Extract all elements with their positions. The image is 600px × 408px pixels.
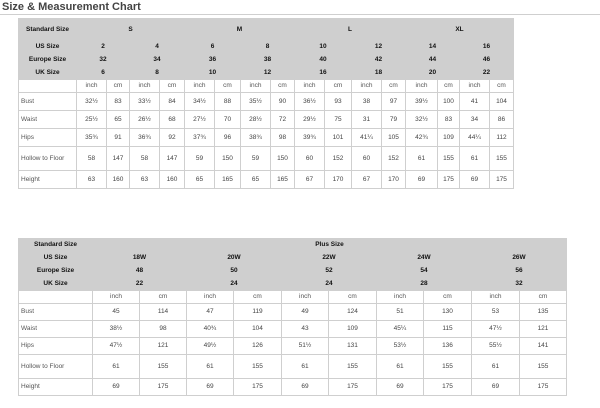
measurement-value: 45¼ xyxy=(377,321,424,338)
title-divider xyxy=(0,14,600,15)
unit-inch: inch xyxy=(185,80,215,93)
measurement-value: 155 xyxy=(329,355,377,379)
measurement-value: 35½ xyxy=(241,93,271,111)
measurement-value: 170 xyxy=(325,171,352,189)
size-value: 22W xyxy=(282,252,377,265)
measurement-value: 69 xyxy=(187,379,234,396)
size-value: 20 xyxy=(406,67,460,80)
unit-cm: cm xyxy=(382,80,406,93)
size-value: 26W xyxy=(472,252,567,265)
measurement-value: 69 xyxy=(460,171,490,189)
measurement-value: 27½ xyxy=(185,111,215,129)
size-row xyxy=(19,54,514,67)
measurement-value: 37¾ xyxy=(185,129,215,147)
unit-inch: inch xyxy=(77,80,107,93)
measurement-value: 68 xyxy=(160,111,185,129)
size-value: 24W xyxy=(377,252,472,265)
size-value: 32 xyxy=(77,54,130,67)
unit-inch: inch xyxy=(282,291,329,304)
measurement-value: 105 xyxy=(382,129,406,147)
measurement-value: 152 xyxy=(382,147,406,171)
measurement-value: 72 xyxy=(271,111,295,129)
unit-cm: cm xyxy=(438,80,460,93)
measurement-label: Hollow to Floor xyxy=(19,355,93,379)
unit-cm: cm xyxy=(424,291,472,304)
size-value: 24 xyxy=(187,278,282,291)
measurement-value: 41 xyxy=(460,93,490,111)
measurement-value: 65 xyxy=(185,171,215,189)
measurement-value: 155 xyxy=(438,147,460,171)
measurement-value: 47½ xyxy=(472,321,520,338)
measurement-value: 75 xyxy=(325,111,352,129)
measurement-value: 58 xyxy=(77,147,107,171)
size-value: 22 xyxy=(93,278,187,291)
measurement-value: 58 xyxy=(130,147,160,171)
measurement-value: 44¼ xyxy=(460,129,490,147)
measurement-value: 32½ xyxy=(406,111,438,129)
size-value: 22 xyxy=(460,67,514,80)
measurement-value: 38¾ xyxy=(241,129,271,147)
unit-cm: cm xyxy=(490,80,514,93)
measurement-value: 93 xyxy=(325,93,352,111)
size-value: 18W xyxy=(93,252,187,265)
unit-inch: inch xyxy=(352,80,382,93)
measurement-row xyxy=(19,321,567,338)
measurement-value: 155 xyxy=(140,355,187,379)
size-row-label: US Size xyxy=(19,41,77,54)
size-row-label: UK Size xyxy=(19,278,93,291)
size-value: 40 xyxy=(295,54,352,67)
measurement-label: Hollow to Floor xyxy=(19,147,77,171)
measurement-value: 141 xyxy=(520,338,567,355)
measurement-value: 69 xyxy=(472,379,520,396)
measurement-value: 69 xyxy=(377,379,424,396)
measurement-value: 114 xyxy=(140,304,187,321)
size-value: 34 xyxy=(130,54,185,67)
measurement-value: 39¾ xyxy=(295,129,325,147)
measurement-value: 43 xyxy=(282,321,329,338)
measurement-value: 36½ xyxy=(295,93,325,111)
unit-cm: cm xyxy=(140,291,187,304)
measurement-value: 175 xyxy=(520,379,567,396)
size-value: 56 xyxy=(472,265,567,278)
page-title: Size & Measurement Chart xyxy=(2,1,141,13)
measurement-value: 119 xyxy=(234,304,282,321)
size-value: 28 xyxy=(377,278,472,291)
measurement-value: 83 xyxy=(107,93,130,111)
measurement-value: 170 xyxy=(382,171,406,189)
measurement-value: 32½ xyxy=(77,93,107,111)
measurement-value: 51 xyxy=(377,304,424,321)
size-row xyxy=(19,265,567,278)
measurement-value: 61 xyxy=(472,355,520,379)
measurement-value: 147 xyxy=(160,147,185,171)
size-value: 2 xyxy=(77,41,130,54)
measurement-value: 115 xyxy=(424,321,472,338)
size-value: 16 xyxy=(295,67,352,80)
unit-inch: inch xyxy=(295,80,325,93)
size-row-label: US Size xyxy=(19,252,93,265)
measurement-value: 88 xyxy=(215,93,241,111)
measurement-row xyxy=(19,355,567,379)
unit-inch: inch xyxy=(93,291,140,304)
size-value: 16 xyxy=(460,41,514,54)
measurement-row xyxy=(19,111,514,129)
unit-inch: inch xyxy=(241,80,271,93)
measurement-value: 98 xyxy=(271,129,295,147)
measurement-value: 175 xyxy=(234,379,282,396)
measurement-value: 150 xyxy=(215,147,241,171)
measurement-value: 63 xyxy=(130,171,160,189)
size-row xyxy=(19,252,567,265)
unit-row-blank xyxy=(19,291,93,304)
size-group-header: XL xyxy=(406,19,514,41)
size-row xyxy=(19,41,514,54)
size-value: 12 xyxy=(241,67,295,80)
measurement-value: 36¾ xyxy=(130,129,160,147)
size-value: 42 xyxy=(352,54,406,67)
measurement-value: 84 xyxy=(160,93,185,111)
measurement-label: Bust xyxy=(19,304,93,321)
measurement-value: 59 xyxy=(185,147,215,171)
size-group-header: S xyxy=(77,19,185,41)
measurement-value: 104 xyxy=(234,321,282,338)
size-group-header: M xyxy=(185,19,295,41)
measurement-value: 131 xyxy=(329,338,377,355)
size-value: 10 xyxy=(295,41,352,54)
measurement-value: 31 xyxy=(352,111,382,129)
size-value: 12 xyxy=(352,41,406,54)
measurement-row xyxy=(19,93,514,111)
corner-header: Standard Size xyxy=(19,239,93,252)
measurement-value: 61 xyxy=(377,355,424,379)
measurement-value: 165 xyxy=(271,171,295,189)
measurement-value: 165 xyxy=(215,171,241,189)
measurement-value: 90 xyxy=(271,93,295,111)
measurement-row xyxy=(19,129,514,147)
measurement-value: 124 xyxy=(329,304,377,321)
measurement-value: 136 xyxy=(424,338,472,355)
measurement-value: 175 xyxy=(329,379,377,396)
measurement-label: Hips xyxy=(19,129,77,147)
unit-inch: inch xyxy=(130,80,160,93)
size-value: 48 xyxy=(93,265,187,278)
measurement-value: 79 xyxy=(382,111,406,129)
unit-cm: cm xyxy=(234,291,282,304)
measurement-value: 63 xyxy=(77,171,107,189)
measurement-label: Waist xyxy=(19,321,93,338)
measurement-value: 34 xyxy=(460,111,490,129)
unit-cm: cm xyxy=(160,80,185,93)
unit-cm: cm xyxy=(520,291,567,304)
measurement-value: 92 xyxy=(160,129,185,147)
measurement-value: 130 xyxy=(424,304,472,321)
size-value: 46 xyxy=(460,54,514,67)
plus-group-row xyxy=(19,239,567,252)
unit-row-blank xyxy=(19,80,77,93)
unit-inch: inch xyxy=(472,291,520,304)
size-value: 18 xyxy=(352,67,406,80)
measurement-value: 96 xyxy=(215,129,241,147)
measurement-value: 152 xyxy=(325,147,352,171)
measurement-label: Height xyxy=(19,171,77,189)
size-group-row xyxy=(19,19,514,41)
size-value: 32 xyxy=(472,278,567,291)
measurement-value: 109 xyxy=(329,321,377,338)
size-value: 54 xyxy=(377,265,472,278)
standard-size-table xyxy=(18,18,514,189)
measurement-value: 38 xyxy=(352,93,382,111)
measurement-value: 45 xyxy=(93,304,140,321)
measurement-value: 61 xyxy=(282,355,329,379)
measurement-value: 67 xyxy=(295,171,325,189)
size-value: 6 xyxy=(185,41,241,54)
measurement-value: 47½ xyxy=(93,338,140,355)
unit-row xyxy=(19,80,514,93)
measurement-value: 109 xyxy=(438,129,460,147)
measurement-value: 155 xyxy=(234,355,282,379)
measurement-label: Height xyxy=(19,379,93,396)
measurement-value: 69 xyxy=(282,379,329,396)
measurement-value: 175 xyxy=(424,379,472,396)
measurement-value: 175 xyxy=(490,171,514,189)
measurement-value: 86 xyxy=(490,111,514,129)
size-value: 10 xyxy=(185,67,241,80)
unit-cm: cm xyxy=(107,80,130,93)
measurement-value: 155 xyxy=(424,355,472,379)
measurement-label: Waist xyxy=(19,111,77,129)
measurement-value: 121 xyxy=(140,338,187,355)
measurement-value: 33½ xyxy=(130,93,160,111)
measurement-value: 38½ xyxy=(93,321,140,338)
measurement-value: 49 xyxy=(282,304,329,321)
size-value: 24 xyxy=(282,278,377,291)
measurement-value: 61 xyxy=(93,355,140,379)
size-value: 38 xyxy=(241,54,295,67)
size-group-header: L xyxy=(295,19,406,41)
measurement-value: 69 xyxy=(406,171,438,189)
measurement-value: 112 xyxy=(490,129,514,147)
measurement-value: 61 xyxy=(187,355,234,379)
measurement-value: 60 xyxy=(352,147,382,171)
measurement-value: 100 xyxy=(438,93,460,111)
measurement-value: 60 xyxy=(295,147,325,171)
measurement-value: 61 xyxy=(460,147,490,171)
unit-row xyxy=(19,291,567,304)
measurement-row xyxy=(19,338,567,355)
size-row-label: Europe Size xyxy=(19,265,93,278)
measurement-row xyxy=(19,171,514,189)
measurement-value: 35¾ xyxy=(77,129,107,147)
measurement-row xyxy=(19,147,514,171)
measurement-value: 160 xyxy=(107,171,130,189)
measurement-value: 147 xyxy=(107,147,130,171)
size-row xyxy=(19,278,567,291)
size-value: 52 xyxy=(282,265,377,278)
unit-inch: inch xyxy=(406,80,438,93)
unit-cm: cm xyxy=(271,80,295,93)
size-value: 44 xyxy=(406,54,460,67)
size-value: 8 xyxy=(130,67,185,80)
measurement-value: 121 xyxy=(520,321,567,338)
measurement-value: 98 xyxy=(140,321,187,338)
measurement-value: 25½ xyxy=(77,111,107,129)
unit-cm: cm xyxy=(215,80,241,93)
size-value: 8 xyxy=(241,41,295,54)
corner-header: Standard Size xyxy=(19,19,77,41)
measurement-value: 51½ xyxy=(282,338,329,355)
measurement-value: 53 xyxy=(472,304,520,321)
measurement-value: 135 xyxy=(520,304,567,321)
size-value: 36 xyxy=(185,54,241,67)
measurement-value: 65 xyxy=(107,111,130,129)
measurement-value: 40¾ xyxy=(187,321,234,338)
measurement-value: 126 xyxy=(234,338,282,355)
measurement-value: 101 xyxy=(325,129,352,147)
measurement-value: 83 xyxy=(438,111,460,129)
measurement-value: 104 xyxy=(490,93,514,111)
measurement-value: 28½ xyxy=(241,111,271,129)
measurement-row xyxy=(19,379,567,396)
size-value: 20W xyxy=(187,252,282,265)
measurement-value: 150 xyxy=(271,147,295,171)
measurement-value: 49½ xyxy=(187,338,234,355)
measurement-value: 39½ xyxy=(406,93,438,111)
measurement-value: 175 xyxy=(140,379,187,396)
measurement-value: 155 xyxy=(520,355,567,379)
measurement-value: 29½ xyxy=(295,111,325,129)
unit-inch: inch xyxy=(377,291,424,304)
measurement-label: Hips xyxy=(19,338,93,355)
size-value: 50 xyxy=(187,265,282,278)
size-row-label: Europe Size xyxy=(19,54,77,67)
size-row-label: UK Size xyxy=(19,67,77,80)
measurement-value: 41¼ xyxy=(352,129,382,147)
size-value: 6 xyxy=(77,67,130,80)
measurement-value: 61 xyxy=(406,147,438,171)
measurement-value: 97 xyxy=(382,93,406,111)
measurement-row xyxy=(19,304,567,321)
measurement-value: 155 xyxy=(490,147,514,171)
measurement-value: 67 xyxy=(352,171,382,189)
unit-inch: inch xyxy=(187,291,234,304)
size-row xyxy=(19,67,514,80)
measurement-value: 65 xyxy=(241,171,271,189)
unit-inch: inch xyxy=(460,80,490,93)
measurement-value: 47 xyxy=(187,304,234,321)
measurement-value: 59 xyxy=(241,147,271,171)
measurement-value: 91 xyxy=(107,129,130,147)
size-value: 14 xyxy=(406,41,460,54)
measurement-value: 70 xyxy=(215,111,241,129)
size-value: 4 xyxy=(130,41,185,54)
measurement-value: 160 xyxy=(160,171,185,189)
unit-cm: cm xyxy=(325,80,352,93)
measurement-value: 42¾ xyxy=(406,129,438,147)
measurement-value: 175 xyxy=(438,171,460,189)
measurement-value: 69 xyxy=(93,379,140,396)
measurement-label: Bust xyxy=(19,93,77,111)
measurement-value: 53½ xyxy=(377,338,424,355)
unit-cm: cm xyxy=(329,291,377,304)
plus-size-header: Plus Size xyxy=(93,239,567,252)
plus-size-table xyxy=(18,238,567,396)
measurement-value: 55½ xyxy=(472,338,520,355)
measurement-value: 26½ xyxy=(130,111,160,129)
measurement-value: 34½ xyxy=(185,93,215,111)
